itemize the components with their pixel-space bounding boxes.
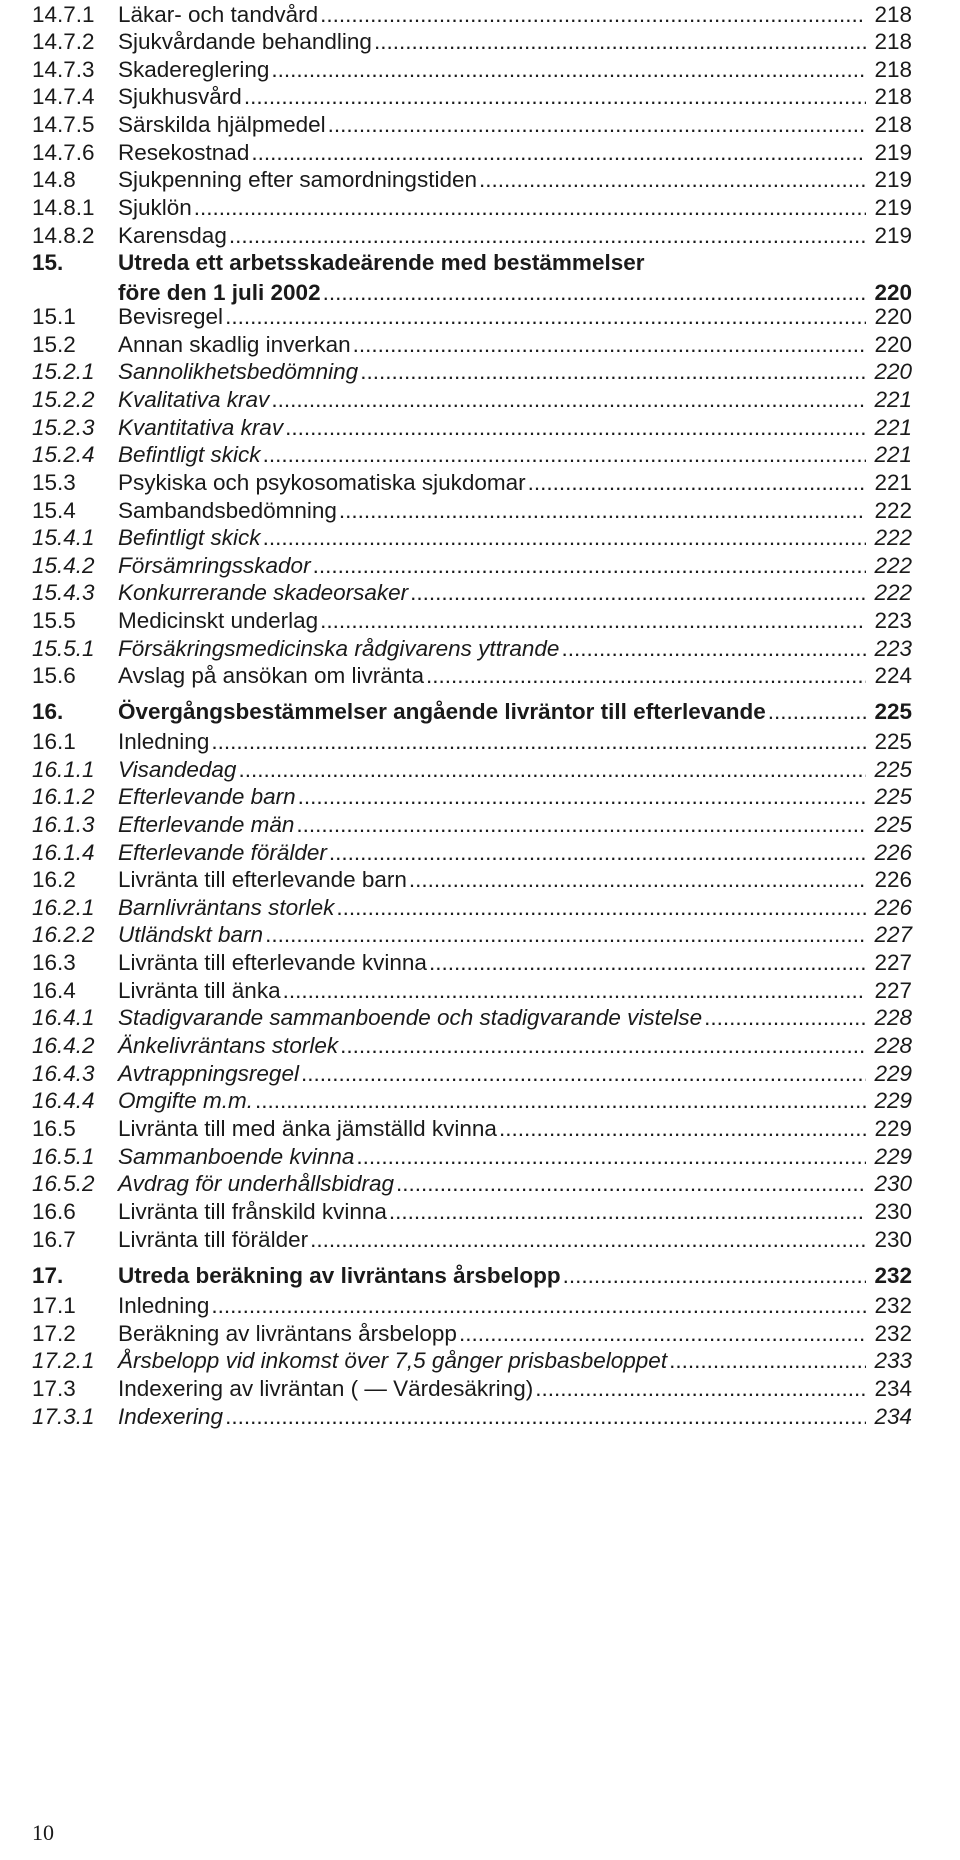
toc-section-number: 14.7.2 [32, 29, 95, 54]
toc-page-number: 225 [874, 757, 912, 782]
dot-leader [296, 810, 866, 840]
dot-leader [429, 948, 866, 978]
toc-section-title: Avdrag för underhållsbidrag [118, 1171, 395, 1196]
toc-page-number: 226 [874, 895, 912, 920]
toc-entry[interactable] [32, 385, 912, 415]
dot-leader [283, 976, 866, 1006]
toc-page-number: 221 [874, 442, 912, 467]
toc-entry[interactable] [32, 0, 912, 30]
toc-section-title: Sannolikhetsbedömning [118, 359, 359, 384]
toc-page-number: 229 [874, 1144, 912, 1169]
dot-leader [396, 1169, 866, 1199]
toc-section-number: 16.2.2 [32, 922, 95, 947]
toc-section-number: 16.5 [32, 1116, 76, 1141]
toc-entry[interactable] [32, 110, 912, 140]
toc-entry[interactable] [32, 221, 912, 251]
dot-leader [238, 755, 866, 785]
toc-section-title: Livränta till frånskild kvinna [118, 1199, 387, 1224]
toc-entry[interactable] [32, 330, 912, 360]
toc-section-number: 16.4 [32, 978, 76, 1003]
toc-entry[interactable] [32, 468, 912, 498]
toc-page-number: 222 [874, 580, 912, 605]
toc-entry[interactable] [32, 948, 912, 978]
toc-section-number: 14.7.1 [32, 2, 95, 27]
dot-leader [563, 1261, 866, 1291]
toc-entry[interactable] [32, 976, 912, 1006]
dot-leader [479, 165, 866, 195]
toc-page-number: 227 [874, 922, 912, 947]
toc-section-title: Sjukvårdande behandling [118, 29, 372, 54]
toc-page-number: 222 [874, 498, 912, 523]
toc-page-number: 222 [874, 525, 912, 550]
dot-leader [389, 1197, 866, 1227]
toc-section-number: 17.2 [32, 1321, 76, 1346]
toc-entry[interactable] [32, 1319, 912, 1349]
toc-section-number: 16.1.3 [32, 812, 95, 837]
toc-section-title: Läkar- och tandvård [118, 2, 319, 27]
toc-section-title: Stadigvarande sammanboende och stadigvarande vistelse [118, 1005, 703, 1030]
toc-section-number: 16.5.2 [32, 1171, 95, 1196]
toc-section-title: Avtrappningsregel [118, 1061, 299, 1086]
toc-section-number: 14.8 [32, 167, 76, 192]
toc-section-title: Utländskt barn [118, 922, 264, 947]
toc-section-title: Avslag på ansökan om livränta [118, 663, 425, 688]
toc-entry[interactable] [32, 920, 912, 950]
dot-leader [285, 413, 866, 443]
toc-section-number: 16.7 [32, 1227, 76, 1252]
toc-entry[interactable] [32, 1261, 912, 1291]
page-number: 10 [32, 1820, 54, 1845]
toc-section-title: Beräkning av livräntans årsbelopp [118, 1321, 457, 1346]
toc-section-title: Änkelivräntans storlek [118, 1033, 339, 1058]
toc-page-number: 225 [874, 729, 912, 754]
dot-leader [313, 551, 866, 581]
toc-entry[interactable] [32, 1114, 912, 1144]
toc-section-number: 15.4 [32, 498, 76, 523]
toc-section-title: Visandedag [118, 757, 237, 782]
toc-page-number: 229 [874, 1061, 912, 1086]
toc-section-title: Efterlevande barn [118, 784, 296, 809]
toc-page-number: 220 [874, 304, 912, 329]
toc-section-number: 14.7.5 [32, 112, 95, 137]
toc-section-number: 16.1.2 [32, 784, 95, 809]
toc-section-number: 16.4.1 [32, 1005, 95, 1030]
toc-section-number: 17.2.1 [32, 1348, 95, 1373]
toc-entry[interactable] [32, 165, 912, 195]
toc-section-number: 16.5.1 [32, 1144, 95, 1169]
toc-entry[interactable] [32, 865, 912, 895]
toc-page-number: 220 [874, 359, 912, 384]
toc-entry[interactable] [32, 193, 912, 223]
toc-section-number: 15.2.4 [32, 442, 95, 467]
dot-leader [459, 1319, 866, 1349]
dot-leader [271, 55, 866, 85]
toc-section-number: 16.3 [32, 950, 76, 975]
toc-page-number: 221 [874, 415, 912, 440]
toc-page-number: 226 [874, 840, 912, 865]
dot-leader [669, 1346, 866, 1376]
dot-leader [329, 838, 866, 868]
toc-entry[interactable] [32, 1225, 912, 1255]
toc-entry[interactable] [32, 523, 912, 553]
toc-section-number: 16.6 [32, 1199, 76, 1224]
toc-page-number: 232 [874, 1293, 912, 1318]
dot-leader [265, 920, 866, 950]
toc-section-title: Konkurrerande skadeorsaker [118, 580, 409, 605]
dot-leader [426, 661, 866, 691]
toc-section-title: Indexering [118, 1404, 224, 1429]
toc-entry[interactable] [32, 82, 912, 112]
toc-entry[interactable] [32, 578, 912, 608]
toc-section-title: Livränta till med änka jämställd kvinna [118, 1116, 497, 1141]
dot-leader [229, 221, 866, 251]
toc-page-number: 220 [874, 332, 912, 357]
toc-entry[interactable] [32, 302, 912, 332]
toc-page-number: 221 [874, 470, 912, 495]
toc-section-number: 14.7.3 [32, 57, 95, 82]
toc-section-number: 15.4.2 [32, 553, 95, 578]
toc-section-title: Omgifte m.m. [118, 1088, 254, 1113]
toc-section-number: 17.1 [32, 1293, 76, 1318]
toc-entry[interactable] [32, 1059, 912, 1089]
toc-entry[interactable] [32, 248, 912, 308]
toc-page-number: 232 [874, 1321, 912, 1346]
toc-entry[interactable] [32, 893, 912, 923]
toc-section-number: 14.8.1 [32, 195, 95, 220]
toc-section-number: 15.1 [32, 304, 76, 329]
dot-leader [528, 468, 866, 498]
toc-entry[interactable] [32, 1402, 912, 1432]
toc-section-title: Utreda beräkning av livräntans årsbelopp [118, 1263, 561, 1288]
dot-leader [328, 110, 866, 140]
toc-section-title: Sjukhusvård [118, 84, 242, 109]
toc-entry[interactable] [32, 1291, 912, 1321]
toc-section-title: Försämringsskador [118, 553, 311, 578]
dot-leader [320, 0, 866, 30]
toc-entry[interactable] [32, 1346, 912, 1376]
toc-section-title: Befintligt skick [118, 442, 261, 467]
toc-entry[interactable] [32, 27, 912, 57]
toc-entry[interactable] [32, 496, 912, 526]
dot-leader [320, 606, 866, 636]
toc-entry[interactable] [32, 357, 912, 387]
toc-section-title: Livränta till efterlevande barn [118, 867, 407, 892]
dot-leader [310, 1225, 866, 1255]
toc-page-number: 223 [874, 636, 912, 661]
toc-entry[interactable] [32, 413, 912, 443]
toc-section-title: Sammanboende kvinna [118, 1144, 355, 1169]
toc-section-title: Utreda ett arbetsskadeärende med bestämmelser [118, 250, 645, 275]
dot-leader [251, 138, 866, 168]
toc-entry[interactable] [32, 1003, 912, 1033]
toc-entry[interactable] [32, 661, 912, 691]
toc-section-title: Övergångsbestämmelser angående livräntor till efterlevande [118, 699, 766, 724]
toc-entry[interactable] [32, 697, 912, 727]
toc-section-number: 14.7.4 [32, 84, 95, 109]
toc-section-title: Inledning [118, 1293, 210, 1318]
toc-page-number: 225 [874, 784, 912, 809]
dot-leader [353, 330, 866, 360]
dot-leader [255, 1086, 866, 1116]
dot-leader [211, 727, 866, 757]
toc-entry[interactable] [32, 606, 912, 636]
toc-section-number: 15.2.1 [32, 359, 95, 384]
toc-page-number: 218 [874, 84, 912, 109]
toc-entry[interactable] [32, 1086, 912, 1116]
dot-leader [499, 1114, 866, 1144]
toc-section-number: 15.4.1 [32, 525, 95, 550]
toc-entry[interactable] [32, 755, 912, 785]
toc-section-number: 15.3 [32, 470, 76, 495]
toc-section-title: Sjuklön [118, 195, 192, 220]
toc-section-number: 16.2 [32, 867, 76, 892]
dot-leader [561, 634, 866, 664]
toc-page-number: 221 [874, 387, 912, 412]
toc-section-number: 16. [32, 699, 64, 724]
dot-leader [768, 697, 866, 727]
toc-section-title: Befintligt skick [118, 525, 261, 550]
toc-section-title: Annan skadlig inverkan [118, 332, 351, 357]
toc-page-number: 228 [874, 1033, 912, 1058]
toc-entry[interactable] [32, 551, 912, 581]
toc-section-title: Kvantitativa krav [118, 415, 284, 440]
toc-entry[interactable] [32, 1169, 912, 1199]
toc-section-number: 15.2.3 [32, 415, 95, 440]
toc-page-number: 230 [874, 1171, 912, 1196]
toc-section-number: 15.5.1 [32, 636, 95, 661]
toc-page-number: 220 [874, 280, 912, 305]
toc-section-title: Försäkringsmedicinska rådgivarens yttrande [118, 636, 560, 661]
toc-entry[interactable] [32, 838, 912, 868]
toc-page-number: 218 [874, 2, 912, 27]
toc-entry[interactable] [32, 810, 912, 840]
dot-leader [409, 865, 866, 895]
toc-section-title: Särskilda hjälpmedel [118, 112, 326, 137]
toc-page-number: 225 [874, 699, 912, 724]
toc-page-number: 226 [874, 867, 912, 892]
toc-section-title: Kvalitativa krav [118, 387, 270, 412]
toc-page-number: 229 [874, 1088, 912, 1113]
toc-entry[interactable] [32, 634, 912, 664]
toc-page-number: 222 [874, 553, 912, 578]
toc-page-number: 232 [874, 1263, 912, 1288]
toc-page-number: 219 [874, 223, 912, 248]
toc-page-number: 218 [874, 112, 912, 137]
toc-section-number: 17. [32, 1263, 64, 1288]
toc-section-title: Psykiska och psykosomatiska sjukdomar [118, 470, 526, 495]
toc-section-number: 15. [32, 250, 64, 275]
toc-section-number: 16.1 [32, 729, 76, 754]
toc-page-number: 223 [874, 608, 912, 633]
dot-leader [336, 893, 866, 923]
dot-leader [535, 1374, 866, 1404]
toc-page-number: 234 [874, 1404, 912, 1429]
toc-entry[interactable] [32, 782, 912, 812]
toc-section-title: Barnlivräntans storlek [118, 895, 335, 920]
dot-leader [360, 357, 866, 387]
dot-leader [211, 1291, 866, 1321]
dot-leader [225, 1402, 866, 1432]
toc-section-number: 15.6 [32, 663, 76, 688]
toc-section-title: Skadereglering [118, 57, 270, 82]
toc-section-number: 15.2.2 [32, 387, 95, 412]
toc-section-title: Medicinskt underlag [118, 608, 319, 633]
toc-section-number: 16.4.4 [32, 1088, 95, 1113]
toc-section-number: 15.2 [32, 332, 76, 357]
toc-page-number: 234 [874, 1376, 912, 1401]
toc-entry[interactable] [32, 1031, 912, 1061]
toc-section-number: 16.2.1 [32, 895, 95, 920]
toc-section-title: Årsbelopp vid inkomst över 7,5 gånger prisbasbeloppet [118, 1348, 668, 1373]
toc-page-number: 227 [874, 978, 912, 1003]
dot-leader [298, 782, 866, 812]
dot-leader [244, 82, 866, 112]
dot-leader [225, 302, 866, 332]
toc-entry[interactable] [32, 1142, 912, 1172]
toc-page-number: 227 [874, 950, 912, 975]
toc-section-title: Livränta till förälder [118, 1227, 309, 1252]
toc-section-number: 16.1.4 [32, 840, 95, 865]
toc-page-number: 219 [874, 140, 912, 165]
toc-section-title: Karensdag [118, 223, 227, 248]
dot-leader [340, 1031, 866, 1061]
toc-section-number: 15.5 [32, 608, 76, 633]
dot-leader [194, 193, 866, 223]
toc-section-title: Sjukpenning efter samordningstiden [118, 167, 477, 192]
toc-page-number: 230 [874, 1199, 912, 1224]
toc-page-number: 229 [874, 1116, 912, 1141]
toc-section-title: Livränta till efterlevande kvinna [118, 950, 427, 975]
toc-section-title: Resekostnad [118, 140, 250, 165]
toc-section-title: Efterlevande män [118, 812, 295, 837]
toc-section-title: Bevisregel [118, 304, 224, 329]
toc-page-number: 230 [874, 1227, 912, 1252]
toc-entry[interactable] [32, 138, 912, 168]
toc-section-title: Efterlevande förälder [118, 840, 327, 865]
toc-section-title: Livränta till änka [118, 978, 281, 1003]
dot-leader [263, 440, 866, 470]
dot-leader [704, 1003, 866, 1033]
toc-section-title: Sambandsbedömning [118, 498, 337, 523]
toc-page-number: 219 [874, 167, 912, 192]
dot-leader [339, 496, 866, 526]
toc-section-number: 14.7.6 [32, 140, 95, 165]
toc-section-title: Inledning [118, 729, 210, 754]
toc-section-number: 16.1.1 [32, 757, 95, 782]
toc-entry[interactable] [32, 1197, 912, 1227]
dot-leader [374, 27, 866, 57]
toc-page-number: 218 [874, 57, 912, 82]
toc-entry[interactable] [32, 440, 912, 470]
dot-leader [356, 1142, 866, 1172]
dot-leader [410, 578, 866, 608]
toc-section-number: 14.8.2 [32, 223, 95, 248]
toc-section-title-continued: före den 1 juli 2002 [118, 280, 321, 305]
toc-entry[interactable] [32, 727, 912, 757]
toc-section-title: Indexering av livräntan ( — Värdesäkring) [118, 1376, 534, 1401]
toc-section-number: 17.3.1 [32, 1404, 95, 1429]
toc-section-number: 15.4.3 [32, 580, 95, 605]
toc-section-number: 17.3 [32, 1376, 76, 1401]
toc-page-number: 228 [874, 1005, 912, 1030]
toc-page-number: 219 [874, 195, 912, 220]
toc-page-number: 218 [874, 29, 912, 54]
toc-section-number: 16.4.3 [32, 1061, 95, 1086]
dot-leader [263, 523, 866, 553]
toc-entry[interactable] [32, 1374, 912, 1404]
toc-page-number: 224 [874, 663, 912, 688]
toc-page-number: 233 [874, 1348, 912, 1373]
dot-leader [271, 385, 866, 415]
toc-page-number: 225 [874, 812, 912, 837]
dot-leader [301, 1059, 866, 1089]
toc-entry[interactable] [32, 55, 912, 85]
toc-section-number: 16.4.2 [32, 1033, 95, 1058]
